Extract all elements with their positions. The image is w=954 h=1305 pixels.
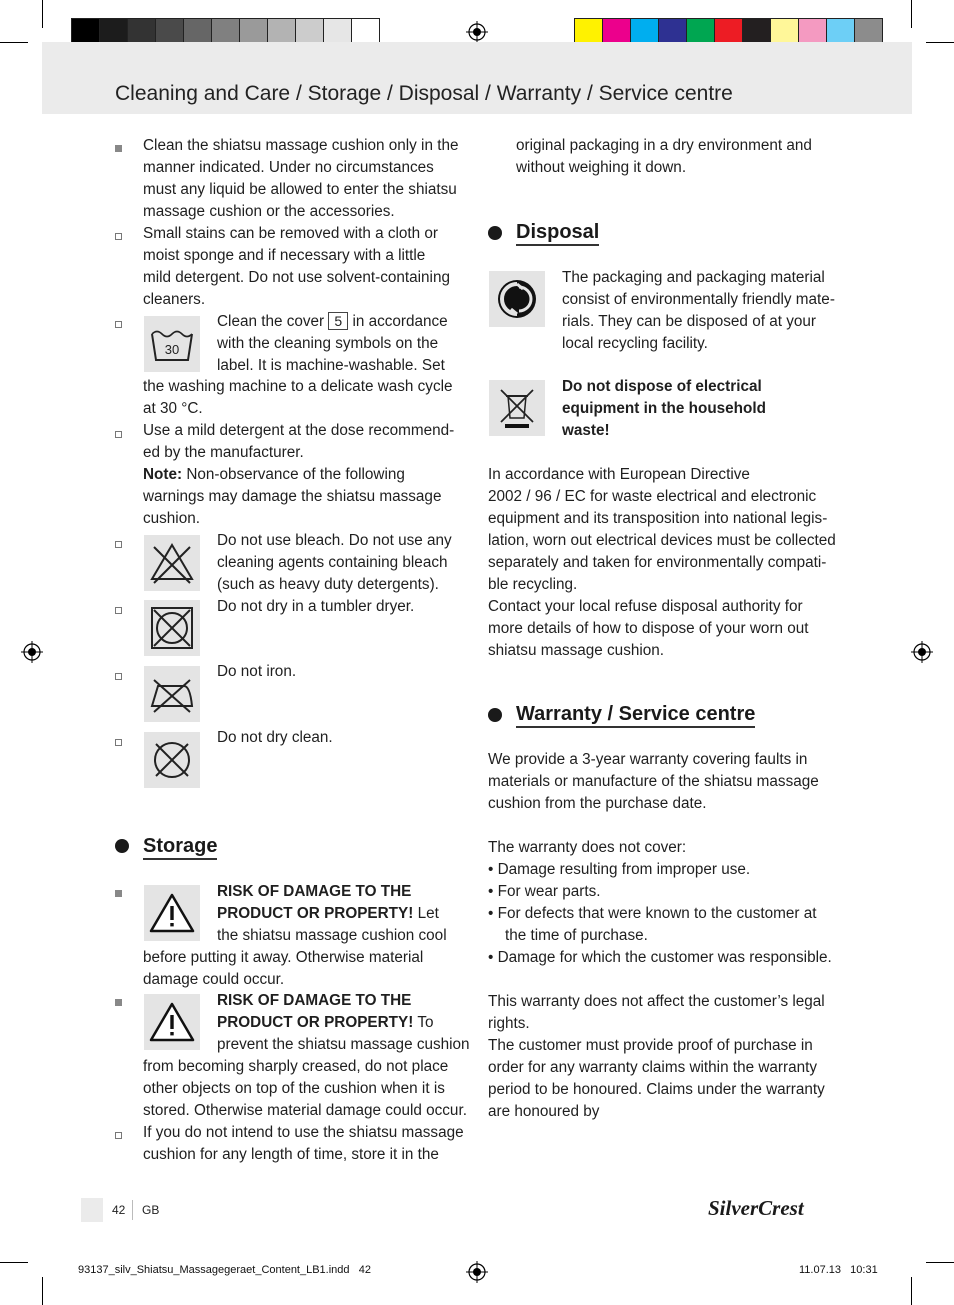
wash-30-icon bbox=[144, 316, 200, 372]
paragraph-packaging: The packaging and packaging material consist of environmentally friendly mate- rials. They can be disposed of at your local recycling facility. bbox=[562, 269, 835, 352]
paragraph-no-bleach: Do not use bleach. Do not use any cleaning agents containing bleach (such as heavy duty detergents). bbox=[217, 532, 452, 593]
warning-1: RISK OF DAMAGE TO THE PRODUCT OR PROPERTY! Let the shiatsu massage cushion cool bbox=[217, 883, 447, 944]
footer-divider bbox=[132, 1200, 133, 1220]
list-item: • For wear parts. bbox=[488, 883, 601, 900]
paragraph-warranty: We provide a 3-year warranty covering faults in materials or manufacture of the shiatsu massage cushion from the purchase date. The warranty does not cover: • Damage resulting from improper use. • For wear parts. • For defects that were known to the customer at the time of purchase. • Damage for which the customer was responsible. This warranty does not affect the customer’s legal rights. The customer must provide proof of purchase in order for any warranty claims within the warranty period to be honoured. Claims under the warranty are honoured by bbox=[488, 751, 832, 1120]
bullet-filled bbox=[115, 145, 122, 152]
no-iron-icon bbox=[144, 666, 200, 722]
crop-mark bbox=[911, 1277, 912, 1305]
bullet-checkbox bbox=[115, 607, 122, 614]
bullet-checkbox bbox=[115, 673, 122, 680]
no-dry-clean-icon bbox=[144, 732, 200, 788]
crop-mark bbox=[42, 0, 43, 28]
section-bullet bbox=[488, 226, 502, 240]
paragraph-storage: If you do not intend to use the shiatsu massage cushion for any length of time, store it in the bbox=[143, 1124, 464, 1163]
registration-mark-icon bbox=[21, 641, 43, 663]
warning-triangle-icon bbox=[144, 885, 200, 941]
disposal-heading: Disposal bbox=[516, 221, 599, 246]
warning-triangle-icon bbox=[144, 994, 200, 1050]
crop-mark bbox=[911, 0, 912, 28]
brand-logo: SilverCrest bbox=[708, 1196, 804, 1220]
bullet-filled bbox=[115, 890, 122, 897]
no-bleach-icon bbox=[144, 535, 200, 591]
paragraph-clean-cover: Clean the cover 5 in accordance with the cleaning symbols on the label. It is machine-washable. Set bbox=[217, 313, 448, 374]
page-title: Cleaning and Care / Storage / Disposal / Warranty / Service centre bbox=[115, 82, 733, 105]
note-label: Note: bbox=[143, 466, 183, 483]
paragraph-no-iron: Do not iron. bbox=[217, 663, 297, 680]
page-tab bbox=[81, 1198, 103, 1222]
section-bullet bbox=[488, 708, 502, 722]
registration-mark-icon bbox=[466, 1261, 488, 1283]
language-code: GB bbox=[142, 1203, 160, 1217]
warranty-heading: Warranty / Service centre bbox=[516, 703, 755, 728]
bullet-checkbox bbox=[115, 1132, 122, 1139]
bullet-checkbox bbox=[115, 233, 122, 240]
registration-mark-icon bbox=[466, 21, 488, 43]
list-item: • For defects that were known to the customer at bbox=[488, 905, 817, 922]
bullet-filled bbox=[115, 999, 122, 1006]
storage-heading: Storage bbox=[143, 835, 217, 860]
bullet-checkbox bbox=[115, 431, 122, 438]
print-date: 11.07.13 10:31 bbox=[799, 1264, 878, 1276]
svg-text:30: 30 bbox=[164, 342, 180, 357]
paragraph-directive: In accordance with European Directive 2002 / 96 / EC for waste electrical and electronic equipment and its transposition into national legis- lation, worn out electrical devices must be collected separately and taken for environmentally compati- ble recycling. Contact your local refuse disposal authority for more details of how to dispose of your worn out shiatsu massage cushion. bbox=[488, 466, 836, 659]
part-reference: 5 bbox=[328, 312, 348, 330]
crop-mark bbox=[0, 1262, 28, 1263]
no-tumble-dry-icon bbox=[144, 600, 200, 656]
registration-mark-icon bbox=[911, 641, 933, 663]
list-item: • Damage for which the customer was responsible. bbox=[488, 949, 832, 966]
weee-warning: Do not dispose of electrical equipment in the household waste! bbox=[562, 378, 766, 439]
crop-mark bbox=[0, 42, 28, 43]
section-bullet bbox=[115, 839, 129, 853]
crop-mark bbox=[926, 42, 954, 43]
green-dot-recycling-icon bbox=[489, 271, 545, 327]
warning-2-cont: from becoming sharply creased, do not place other objects on top of the cushion when it is stored. Otherwise material damage could occur. bbox=[143, 1058, 467, 1119]
weee-bin-icon bbox=[489, 380, 545, 436]
file-slug: 93137_silv_Shiatsu_Massagegeraet_Content_LB1.indd 42 bbox=[78, 1264, 371, 1276]
bullet-checkbox bbox=[115, 739, 122, 746]
warning-2: RISK OF DAMAGE TO THE PRODUCT OR PROPERTY! To prevent the shiatsu massage cushion bbox=[217, 992, 470, 1053]
crop-mark bbox=[42, 1277, 43, 1305]
paragraph-clean-manner: Clean the shiatsu massage cushion only in the manner indicated. Under no circumstances must any liquid be allowed to enter the shiatsu massage cushion or the accessories. bbox=[143, 137, 459, 220]
bullet-checkbox bbox=[115, 321, 122, 328]
paragraph-small-stains: Small stains can be removed with a cloth or moist sponge and if necessary with a little mild detergent. Do not use solvent-containing cleaners. bbox=[143, 225, 450, 308]
paragraph-no-tumble: Do not dry in a tumbler dryer. bbox=[217, 598, 415, 615]
list-item: • Damage resulting from improper use. bbox=[488, 861, 751, 878]
page-number: 42 bbox=[112, 1203, 126, 1217]
paragraph-mild-detergent: Use a mild detergent at the dose recommend- ed by the manufacturer. Note: Non-observance of the following warnings may damage the shiatsu massage cushion. bbox=[143, 422, 455, 527]
bullet-checkbox bbox=[115, 541, 122, 548]
paragraph-storage-cont: original packaging in a dry environment and without weighing it down. bbox=[516, 137, 812, 176]
paragraph-clean-cover-cont: the washing machine to a delicate wash cycle at 30 °C. bbox=[143, 378, 453, 417]
warning-1-cont: before putting it away. Otherwise material damage could occur. bbox=[143, 949, 424, 988]
crop-mark bbox=[926, 1262, 954, 1263]
paragraph-no-dry-clean: Do not dry clean. bbox=[217, 729, 333, 746]
